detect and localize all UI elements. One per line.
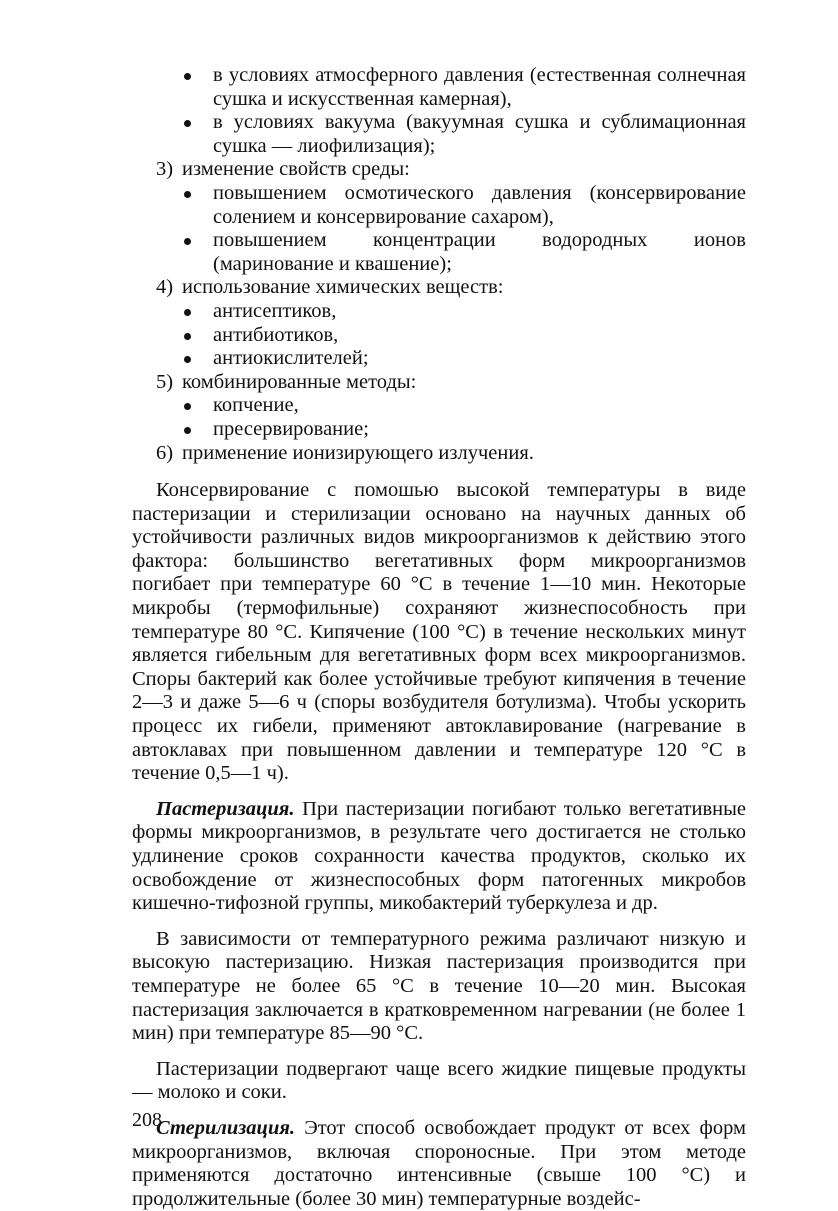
item-number: 4) <box>156 276 174 299</box>
item-label: комбинированные методы: <box>182 370 417 393</box>
bullet-list-combined <box>132 394 746 441</box>
bullet-list-chemicals <box>132 300 746 371</box>
list-item: копчение, <box>132 394 746 418</box>
bullet-list-environment <box>132 182 746 276</box>
paragraph-pasteurization <box>132 798 746 916</box>
list-item: антибиотиков, <box>132 324 746 348</box>
paragraph-text: При пастеризации погибают только вегетативные формы микроорганизмов, в результате чего достигается не столько удлинение сроков сохранности качества продуктов, сколько их освобождение от жизнеспособных форм патогенных микробов кишечно-тифозной группы, микобактерий туберкулеза и др. <box>132 797 746 915</box>
list-item: в условиях атмосферного давления (естественная солнечная сушка и искусственная камерная), <box>132 64 746 111</box>
list-item: повышением осмотического давления (консервирование солением и консервирование сахаром), <box>132 182 746 229</box>
item-label: использование химических веществ: <box>182 276 504 299</box>
numbered-item-3 <box>132 158 746 182</box>
paragraph-high-temperature: Консервирование с помошью высокой температуры в виде пастеризации и стерилизации основано на научных данных об устойчивости различных видов микроорганизмов к действию этого фактора: большинство вегетативных форм микроорганизмов погибает при температуре 60 °С в течение 1—10 мин. Некоторые микробы (термофильные) сохраняют жизнеспособность при температуре 80 °С. Кипячение (100 °С) в течение нескольких минут является гибельным для вегетативных форм всех микроорганизмов. Споры бактерий как более устойчивые требуют кипячения в течение 2—3 и даже 5—6 ч (споры возбудителя ботулизма). Чтобы ускорить процесс их гибели, применяют автоклавирование (нагревание в автоклавах при повышенном давлении и температуре 120 °С в течение 0,5—1 ч). <box>132 479 746 785</box>
item-label: изменение свойств среды: <box>182 158 410 181</box>
item-number: 3) <box>156 158 174 181</box>
numbered-item-6 <box>132 442 746 466</box>
item-label: применение ионизирующего излучения. <box>182 441 534 464</box>
numbered-item-4 <box>132 276 746 300</box>
term-sterilization: Стерилизация. <box>156 1116 296 1139</box>
list-item: антиокислителей; <box>132 347 746 371</box>
paragraph-pasteurization-modes: В зависимости от температурного режима различают низкую и высокую пастеризацию. Низкая пастеризация производится при температуре не более 65 °С в течение 10—20 мин. Высокая пастеризация заключается в кратковременном нагревании (не более 1 мин) при температуре 85—90 °С. <box>132 927 746 1045</box>
bullet-list-drying <box>132 64 746 158</box>
item-number: 6) <box>156 441 174 464</box>
list-item: пресервирование; <box>132 418 746 442</box>
page-text <box>132 64 746 1211</box>
page-number: 208 <box>132 1109 162 1131</box>
term-pasteurization: Пастеризация. <box>156 797 295 820</box>
list-item: повышением концентрации водородных ионов (маринование и квашение); <box>132 229 746 276</box>
numbered-item-5 <box>132 371 746 395</box>
list-item: в условиях вакуума (вакуумная сушка и сублимационная сушка — лиофилизация); <box>132 111 746 158</box>
paragraph-sterilization <box>132 1117 746 1211</box>
paragraph-text: Этот способ освобождает продукт от всех форм микроорганизмов, включая спороносные. При этом методе применяются достаточно интенсивные (свыше 100 °С) и продолжительные (более 30 мин) температурные воздейс- <box>132 1116 746 1210</box>
paragraph-pasteurization-products: Пастеризации подвергают чаще всего жидкие пищевые продукты — молоко и соки. <box>132 1057 746 1104</box>
list-item: антисептиков, <box>132 300 746 324</box>
item-number: 5) <box>156 370 174 393</box>
